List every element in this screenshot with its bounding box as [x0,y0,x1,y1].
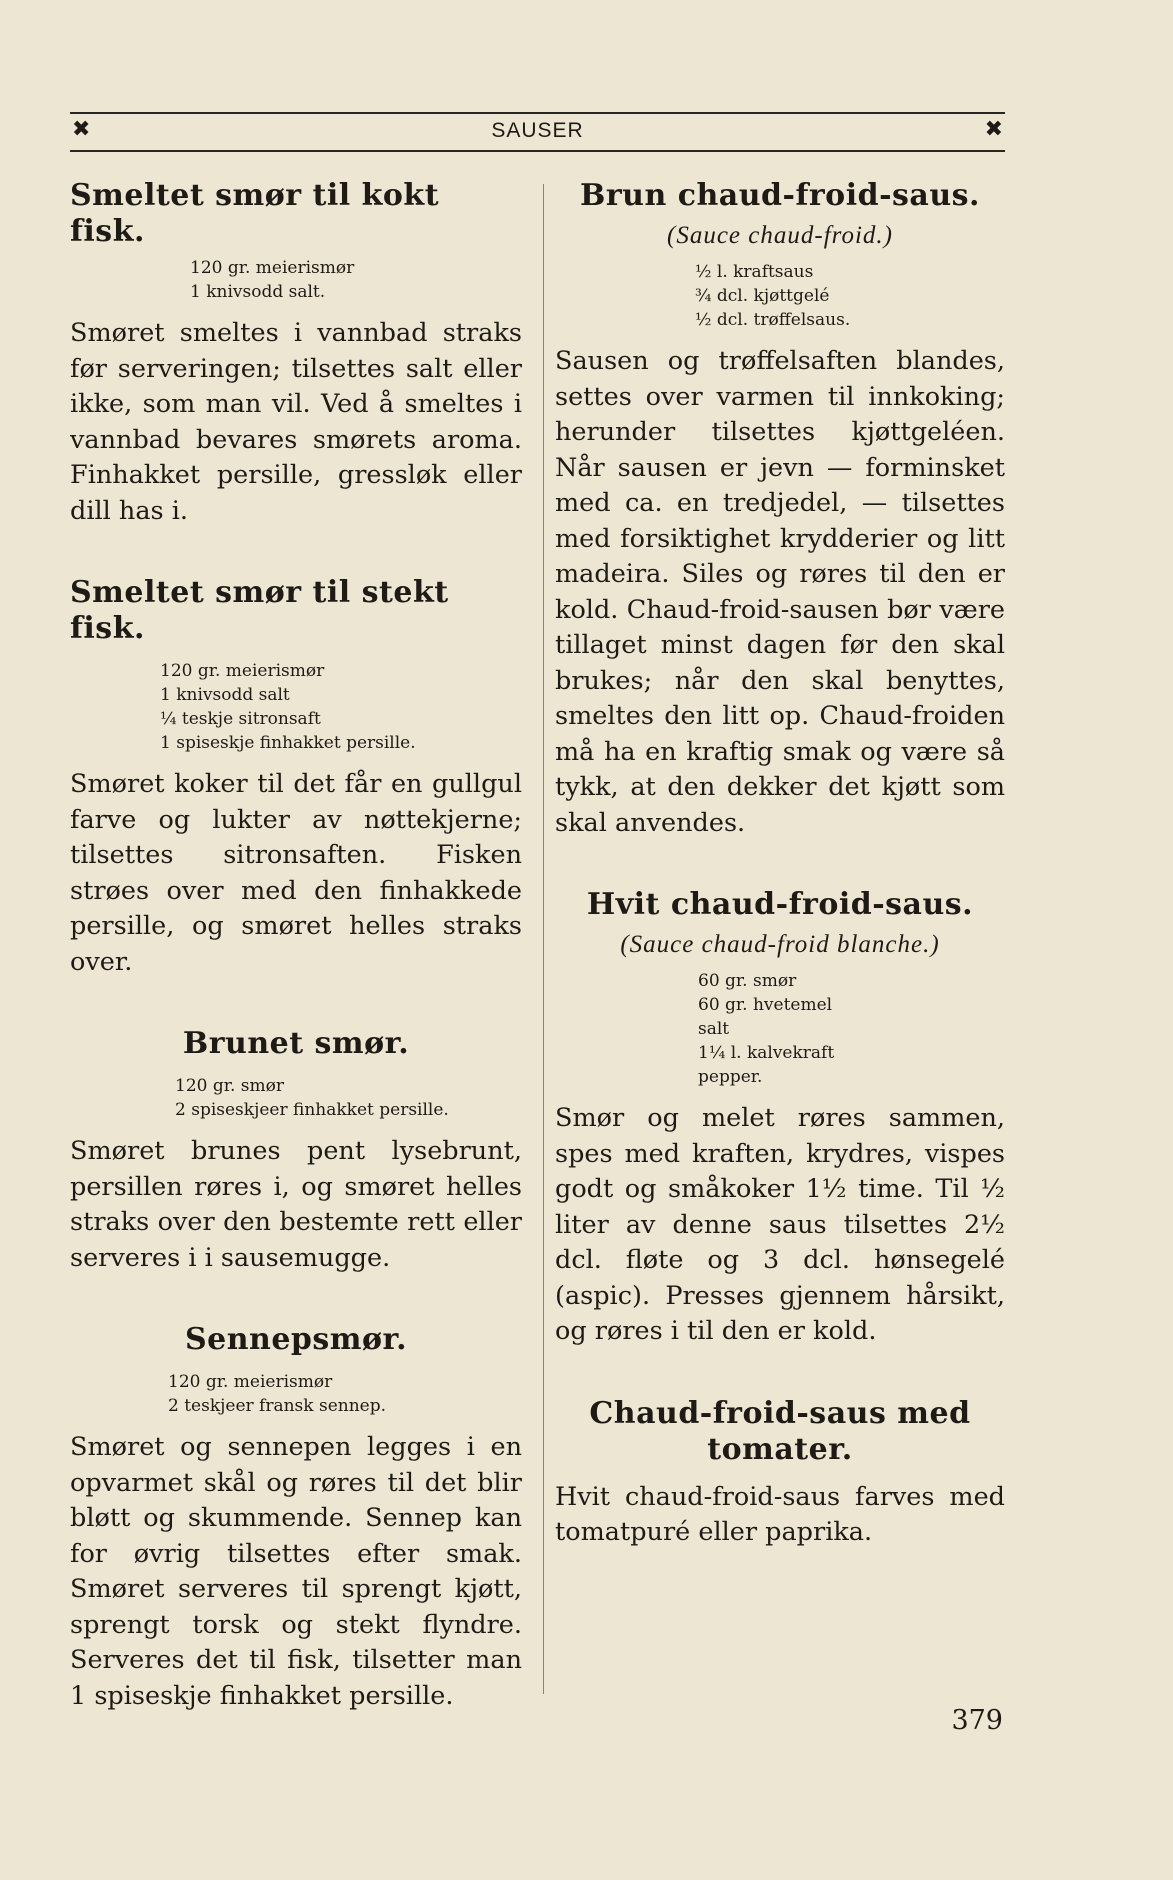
recipe-title: Sennepsmør. [184,1322,408,1357]
recipe-text: Smøret og sennepen legges i en opvarmet skål og røres til det blir bløtt og skummende. Sennep kan for øvrig tilsettes efter smak. Smøret serveres til sprengt kjøtt, sprengt torsk og stekt flyndre. Serveres det til fisk, tilsetter man 1 spiseskje finhakket persille. [70,1432,522,1711]
page-number: 379 [951,1705,1003,1736]
recipe-title: Smeltet smør til stekt fisk. [70,575,449,646]
recipe-chaud-froid-tomater [555,1396,1005,1551]
ingredient: 1¼ l. kalvekraft [698,1043,835,1063]
recipe-title: Brun chaud-froid-saus. [579,178,980,213]
recipe-title: Smeltet smør til kokt fisk. [70,178,440,249]
ingredient: 120 gr. smør [175,1076,285,1096]
ingredient: pepper. [698,1067,763,1087]
ingredient-list [555,260,1005,332]
right-column [555,170,1005,1551]
ingredient: 2 teskjeer fransk sennep. [168,1396,387,1416]
recipe-smeltet-smor-kokt-fisk [70,178,522,529]
ingredient-list [70,1074,522,1122]
recipe-text: Sausen og trøffelsaften blandes, settes over varmen til innkoking; herunder tilsettes kjøttgeléen. Når sausen er jevn — forminsket med ca. en tredjedel, — tilsettes med forsiktighet krydderier og litt madeira. Siles og røres til den er kold. Chaud-froid-sausen bør være tillaget minst dagen før den skal brukes; når den skal benyttes, smeltes den litt op. Chaud-froiden må ha en kraftig smak og være så tykk, at den dekker det kjøtt som skal anvendes. [555,346,1005,838]
ingredient: 60 gr. hvetemel [698,995,833,1015]
ingredient: 2 spiseskjeer finhakket persille. [175,1100,449,1120]
recipe-subtitle: (Sauce chaud-froid blanche.) [620,931,940,958]
ingredient: ¾ dcl. kjøttgelé [695,286,830,306]
ingredient: ½ l. kraftsaus [695,262,814,282]
ingredient-list [70,659,522,755]
recipe-title: Brunet smør. [182,1026,410,1061]
running-header [70,112,1005,152]
ingredient: ½ dcl. trøffelsaus. [695,310,851,330]
ingredient-list [70,256,522,304]
recipe-smeltet-smor-stekt-fisk [70,575,522,980]
ingredient: 1 knivsodd salt [160,685,290,705]
ingredient-list [555,969,1005,1089]
recipe-text: Smøret brunes pent lysebrunt, persillen røres i, og smøret helles straks over den bestemte rett eller serveres i i sausemugge. [70,1136,522,1273]
left-column [70,170,522,1714]
ingredient: 120 gr. meierismør [190,258,355,278]
ingredient: ¼ teskje sitronsaft [160,709,321,729]
recipe-text: Smøret koker til det får en gullgul farve og lukter av nøttekjerne; tilsettes sitronsaften. Fisken strøes over med den finhakkede persille, og smøret helles straks over. [70,769,522,977]
recipe-title: Chaud-froid-saus med tomater. [589,1395,971,1467]
ingredient: 120 gr. meierismør [160,661,325,681]
recipe-brun-chaud-froid [555,178,1005,841]
ingredient: 1 knivsodd salt. [190,282,326,302]
recipe-brunet-smor [70,1026,522,1276]
recipe-text: Hvit chaud-froid-saus farves med tomatpuré eller paprika. [555,1481,1005,1547]
recipe-text: Smør og melet røres sammen, spes med kraften, krydres, vispes godt og småkoker 1½ time. Til ½ liter av denne saus tilsettes 2½ dcl. fløte og 3 dcl. hønsegelé (aspic). Presses gjennem hårsikt, og røres i til den er kold. [555,1103,1005,1346]
ingredient: 120 gr. meierismør [168,1372,333,1392]
ingredient: 1 spiseskje finhakket persille. [160,733,416,753]
ornament-left-icon: ✖ [72,117,91,142]
column-divider [543,184,544,1694]
recipe-sennepsmor [70,1322,522,1714]
section-title: SAUSER [491,119,584,142]
ornament-right-icon: ✖ [984,117,1003,142]
recipe-text: Smøret smeltes i vannbad straks før serveringen; tilsettes salt eller ikke, som man vil. Ved å smeltes i vannbad bevares smørets aroma. Finhakket persille, gressløk eller dill has i. [70,318,522,526]
ingredient: 60 gr. smør [698,971,797,991]
recipe-subtitle: (Sauce chaud-froid.) [667,222,893,249]
recipe-title: Hvit chaud-froid-saus. [586,887,974,922]
ingredient: salt [698,1019,730,1039]
recipe-hvit-chaud-froid [555,887,1005,1350]
ingredient-list [70,1370,522,1418]
